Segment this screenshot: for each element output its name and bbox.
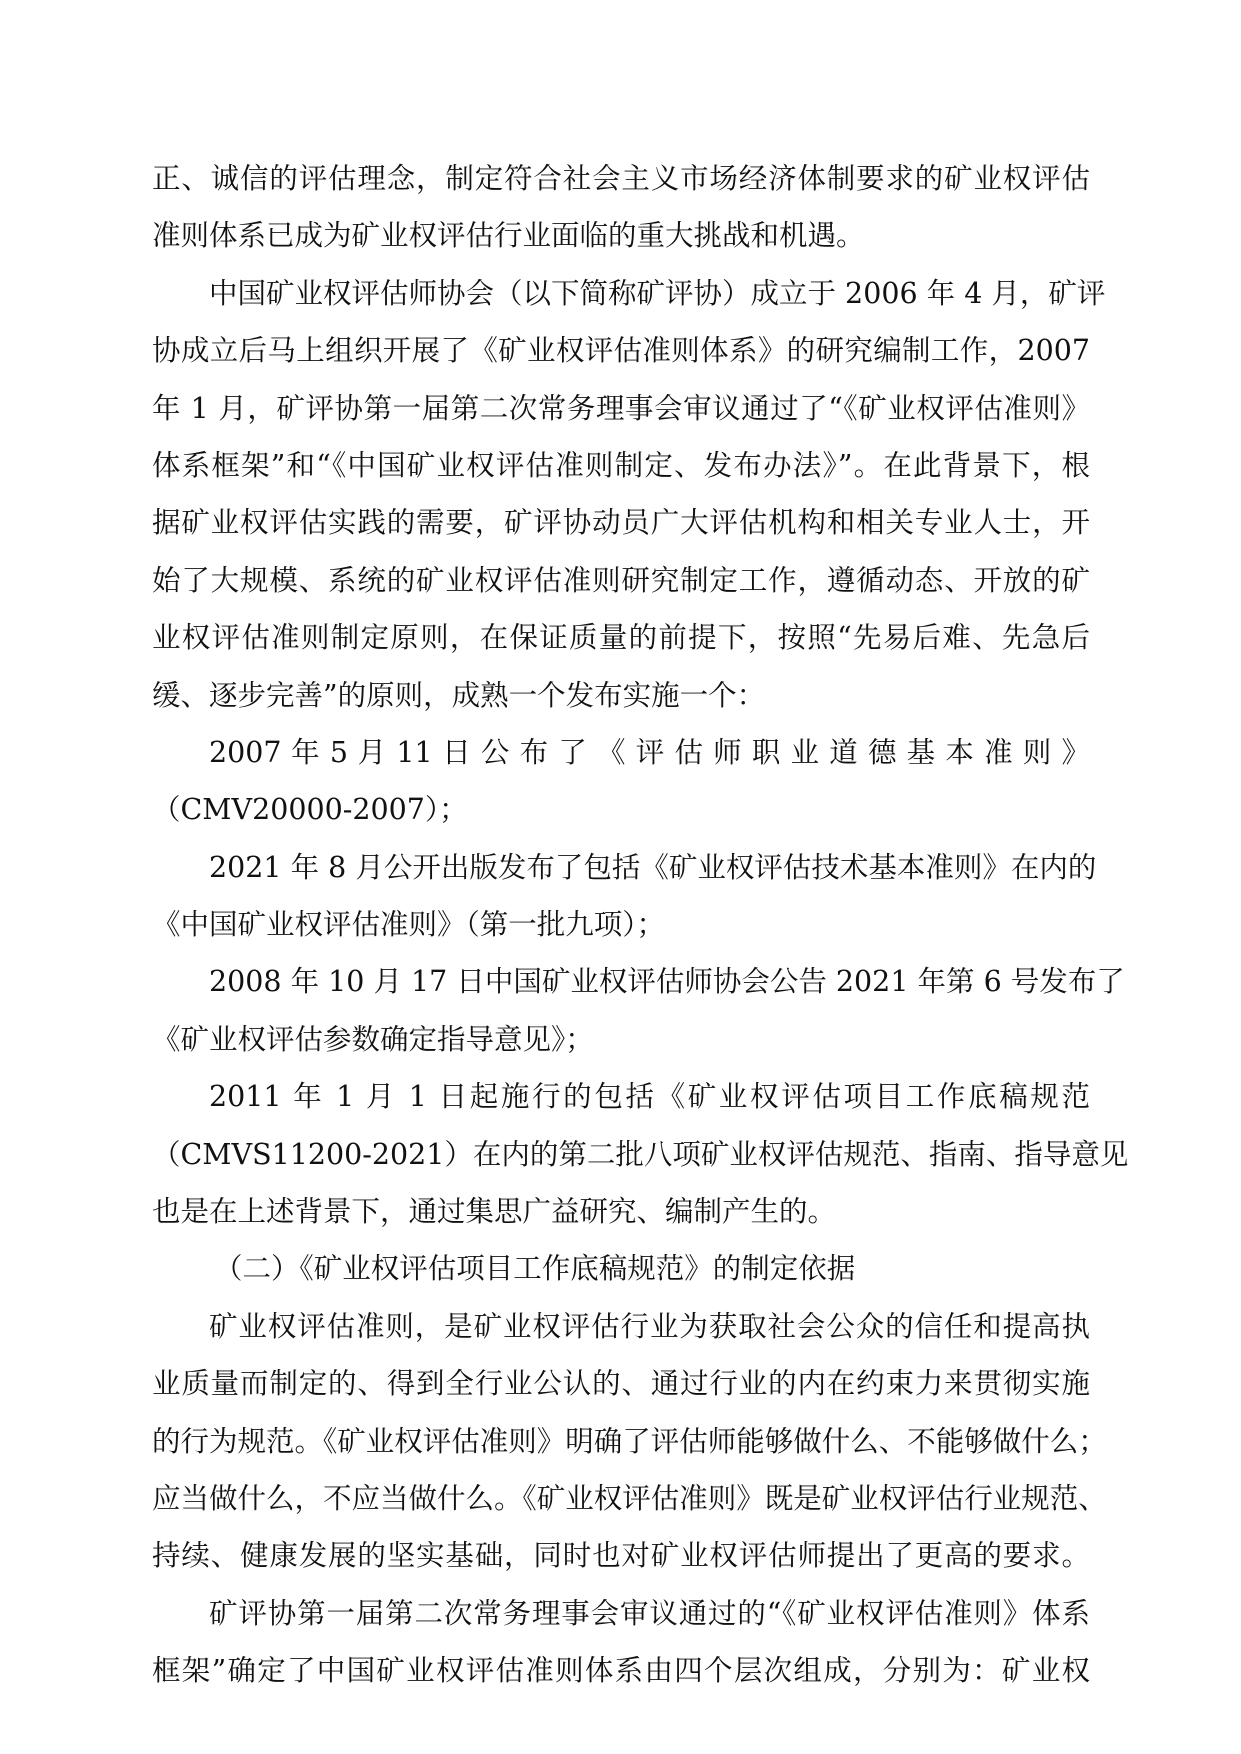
text-line: 应当做什么，不应当做什么。《矿业权评估准则》既是矿业权评估行业规范、 [152,1481,1107,1515]
text-line: 2011 年 1 月 1 日起施行的包括《矿业权评估项目工作底稿规范 [209,1080,1090,1114]
text-line: 2021 年 8 月公开出版发布了包括《矿业权评估技术基本准则》在内的 [209,850,1097,884]
text-line: 据矿业权评估实践的需要，矿评协动员广大评估机构和相关专业人士，开 [152,506,1090,540]
text-line: 矿评协第一届第二次常务理事会审议通过的“《矿业权评估准则》体系 [209,1596,1090,1630]
text-line: 也是在上述背景下，通过集思广益研究、编制产生的。 [152,1195,837,1229]
text-line: 业质量而制定的、得到全行业公认的、通过行业的内在约束力来贯彻实施 [152,1367,1090,1401]
text-line: 中国矿业权评估师协会（以下简称矿评协）成立于 2006 年 4 月，矿评 [209,276,1106,310]
text-line: （CMVS11200-2021）在内的第二批八项矿业权评估规范、指南、指导意见 [152,1137,1129,1171]
text-line: 2007 年 5 月 11 日 公 布 了 《 评 估 师 职 业 道 德 基 本 准 则 》 [209,735,1090,769]
text-line: 准则体系已成为矿业权评估行业面临的重大挑战和机遇。 [152,219,865,253]
text-line: 《中国矿业权评估准则》（第一批九项）； [152,908,666,942]
text-line: （CMV20000-2007）； [152,793,468,827]
text-line: 年 1 月，矿评协第一届第二次常务理事会审议通过了“《矿业权评估准则》 [152,391,1090,425]
text-line: 体系框架”和“《中国矿业权评估准则制定、发布办法》”。在此背景下，根 [152,448,1090,482]
text-line: 框架”确定了中国矿业权评估准则体系由四个层次组成，分别为：矿业权 [152,1654,1090,1688]
text-line: 缓、逐步完善”的原则，成熟一个发布实施一个： [152,678,766,712]
text-line: 2008 年 10 月 17 日中国矿业权评估师协会公告 2021 年第 6 号发布了 [209,965,1125,999]
text-line: 协成立后马上组织开展了《矿业权评估准则体系》的研究编制工作，2007 [152,334,1090,368]
text-line: 的行为规范。《矿业权评估准则》明确了评估师能够做什么、不能够做什么； [152,1424,1107,1458]
text-line: 《矿业权评估参数确定指导意见》； [152,1022,594,1056]
text-line: 矿业权评估准则，是矿业权评估行业为获取社会公众的信任和提高执 [209,1309,1090,1343]
text-line: 始了大规模、系统的矿业权评估准则研究制定工作，遵循动态、开放的矿 [152,563,1090,597]
section-heading: （二）《矿业权评估项目工作底稿规范》的制定依据 [214,1252,856,1286]
text-line: 持续、健康发展的坚实基础，同时也对矿业权评估师提出了更高的要求。 [152,1539,1090,1573]
text-line: 业权评估准则制定原则，在保证质量的前提下，按照“先易后难、先急后 [152,621,1090,655]
text-line: 正、诚信的评估理念，制定符合社会主义市场经济体制要求的矿业权评估 [152,162,1090,195]
document-body [152,150,1129,1700]
